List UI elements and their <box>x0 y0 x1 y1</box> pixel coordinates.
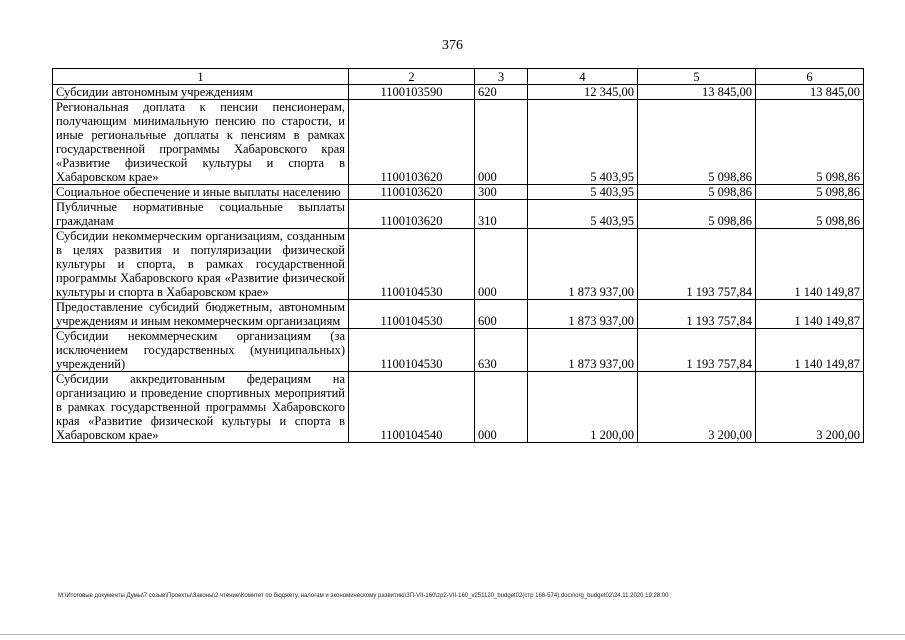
target-article-code-cell: 1100104530 <box>349 329 475 372</box>
page-edge-divider <box>0 634 905 635</box>
column-header-4: 4 <box>528 69 638 85</box>
row-name-cell: Предоставление субсидий бюджетным, автономным учреждениям и иным некоммерческим организациям <box>53 300 349 329</box>
amount-cell-4: 1 200,00 <box>528 372 638 443</box>
expense-type-cell: 000 <box>475 229 528 300</box>
table-row <box>53 185 864 200</box>
column-header-6: 6 <box>756 69 864 85</box>
expense-type-cell: 310 <box>475 200 528 229</box>
amount-cell-5: 5 098,86 <box>638 200 756 229</box>
table-row <box>53 329 864 372</box>
amount-cell-6: 3 200,00 <box>756 372 864 443</box>
amount-cell-5: 3 200,00 <box>638 372 756 443</box>
expense-type-cell: 000 <box>475 372 528 443</box>
amount-cell-6: 1 140 149,87 <box>756 229 864 300</box>
row-name-cell: Субсидии аккредитованным федерациям на организацию и проведение спортивных мероприятий в рамках государственной программы Хабаровского края «Развитие физической культуры и спорта в Хабаровском крае» <box>53 372 349 443</box>
amount-cell-4: 1 873 937,00 <box>528 300 638 329</box>
amount-cell-4: 1 873 937,00 <box>528 229 638 300</box>
amount-cell-6: 13 845,00 <box>756 85 864 100</box>
table-row <box>53 229 864 300</box>
amount-cell-6: 1 140 149,87 <box>756 329 864 372</box>
row-name-cell: Субсидии некоммерческим организациям (за исключением государственных (муниципальных) учреждений) <box>53 329 349 372</box>
row-name-cell: Социальное обеспечение и иные выплаты населению <box>53 185 349 200</box>
table-row <box>53 85 864 100</box>
amount-cell-5: 1 193 757,84 <box>638 229 756 300</box>
row-name-cell: Региональная доплата к пенсии пенсионерам, получающим минимальную пенсию по старости, и иные региональные доплаты к пенсиям в рамках государственной программы Хабаровского края «Развитие физической культуры и спорта в Хабаровском крае» <box>53 100 349 185</box>
amount-cell-5: 13 845,00 <box>638 85 756 100</box>
amount-cell-4: 1 873 937,00 <box>528 329 638 372</box>
column-header-2: 2 <box>349 69 475 85</box>
page-number: 376 <box>442 38 463 53</box>
column-header-5: 5 <box>638 69 756 85</box>
amount-cell-5: 5 098,86 <box>638 100 756 185</box>
target-article-code-cell: 1100103620 <box>349 100 475 185</box>
amount-cell-5: 1 193 757,84 <box>638 300 756 329</box>
target-article-code-cell: 1100103620 <box>349 185 475 200</box>
amount-cell-6: 5 098,86 <box>756 200 864 229</box>
amount-cell-4: 12 345,00 <box>528 85 638 100</box>
amount-cell-6: 5 098,86 <box>756 185 864 200</box>
budget-table <box>52 68 864 443</box>
table-row <box>53 200 864 229</box>
amount-cell-5: 5 098,86 <box>638 185 756 200</box>
amount-cell-6: 1 140 149,87 <box>756 300 864 329</box>
target-article-code-cell: 1100104530 <box>349 300 475 329</box>
column-header-3: 3 <box>475 69 528 85</box>
column-number-row <box>53 69 864 85</box>
row-name-cell: Субсидии автономным учреждениям <box>53 85 349 100</box>
expense-type-cell: 000 <box>475 100 528 185</box>
target-article-code-cell: 1100104540 <box>349 372 475 443</box>
expense-type-cell: 620 <box>475 85 528 100</box>
document-file-path: M:\Итоговые документы Думы\7 созыв\Проекты\Законы\2 чтение\Комитет по бюджету, налогам и экономическому развитию\ЗП-VII-160\zp2-VII-160_v251120_budget02(стр 166-574).docx\org_budget02\24.11.2020 19:28:00 <box>58 593 669 599</box>
expense-type-cell: 300 <box>475 185 528 200</box>
row-name-cell: Публичные нормативные социальные выплаты гражданам <box>53 200 349 229</box>
amount-cell-4: 5 403,95 <box>528 200 638 229</box>
amount-cell-5: 1 193 757,84 <box>638 329 756 372</box>
table-row <box>53 100 864 185</box>
target-article-code-cell: 1100103620 <box>349 200 475 229</box>
row-name-cell: Субсидии некоммерческим организациям, созданным в целях развития и популяризации физической культуры и спорта, в рамках государственной программы Хабаровского края «Развитие физической культуры и спорта в Хабаровском крае» <box>53 229 349 300</box>
amount-cell-4: 5 403,95 <box>528 100 638 185</box>
target-article-code-cell: 1100104530 <box>349 229 475 300</box>
table-row <box>53 300 864 329</box>
amount-cell-4: 5 403,95 <box>528 185 638 200</box>
target-article-code-cell: 1100103590 <box>349 85 475 100</box>
column-header-1: 1 <box>53 69 349 85</box>
expense-type-cell: 600 <box>475 300 528 329</box>
table-row <box>53 372 864 443</box>
amount-cell-6: 5 098,86 <box>756 100 864 185</box>
expense-type-cell: 630 <box>475 329 528 372</box>
